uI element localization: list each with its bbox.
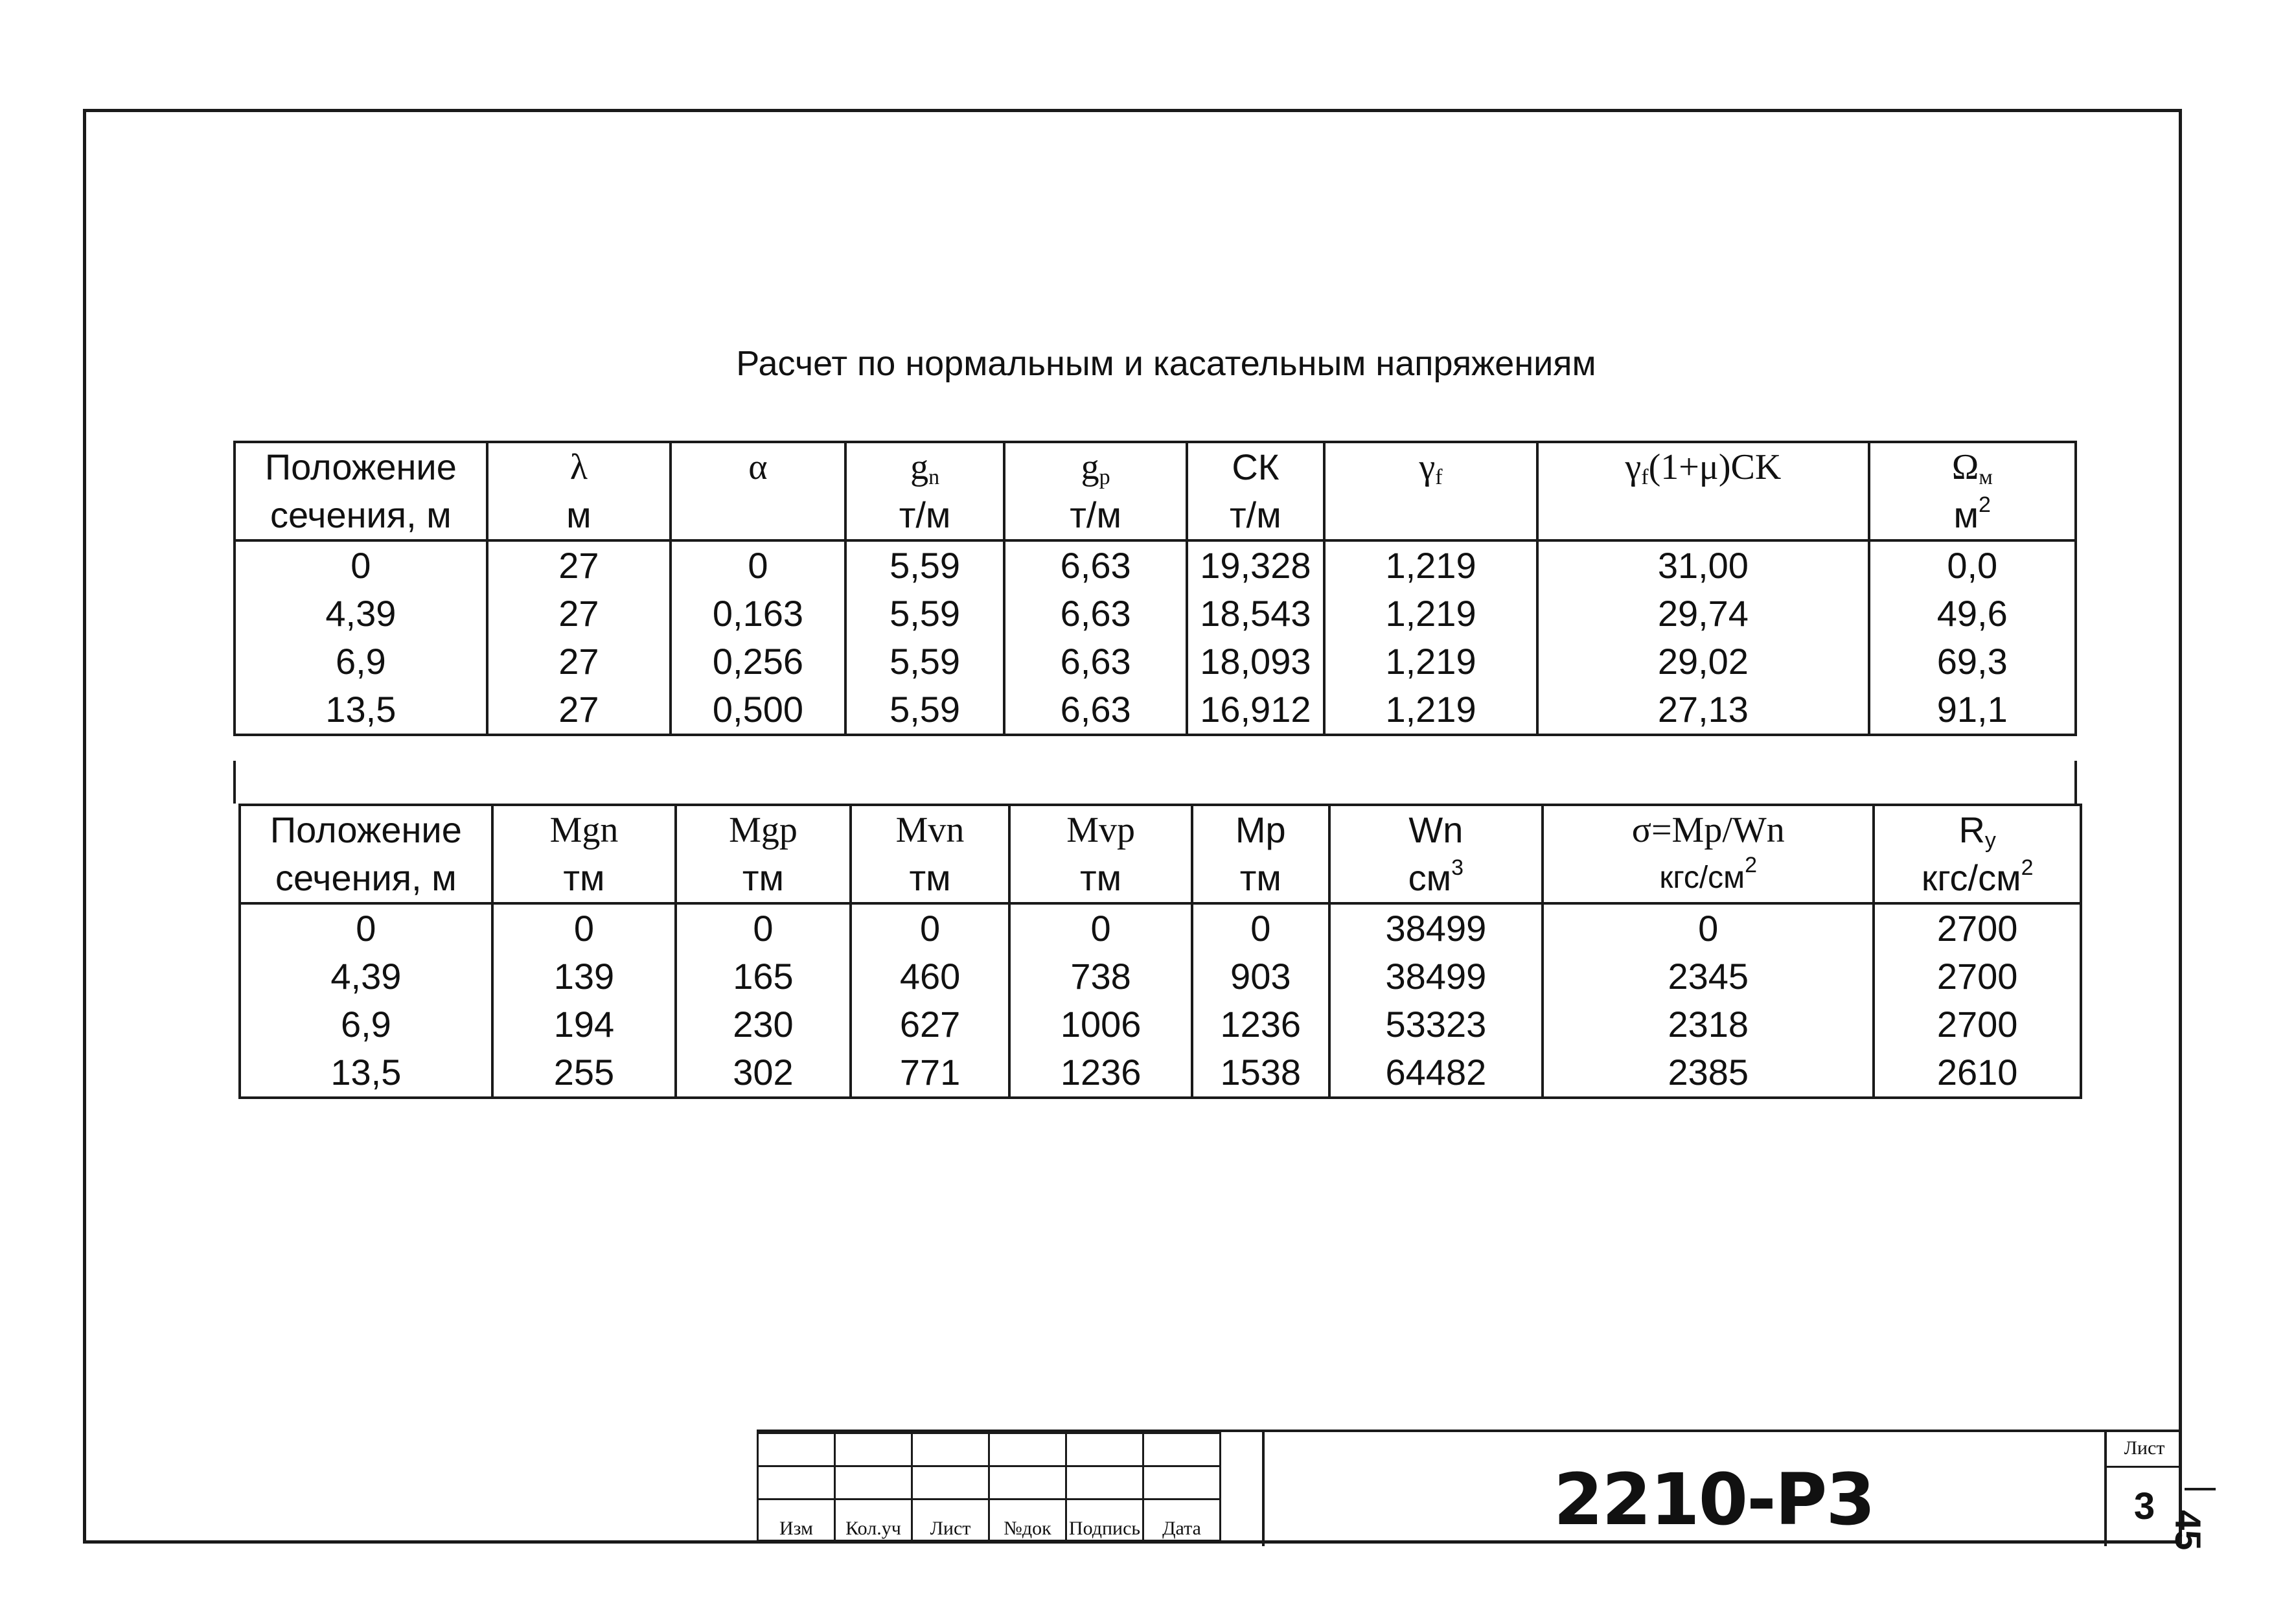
- table-separator: [233, 761, 2077, 804]
- stamp-cell: [912, 1466, 989, 1500]
- cell: 2700: [1874, 903, 2081, 953]
- stamp-divider: [1262, 1432, 1265, 1546]
- stamp-col-podpis: Подпись: [1066, 1500, 1143, 1541]
- cell: 5,59: [845, 638, 1005, 686]
- unit-omega: $м^2$: [1869, 491, 2076, 540]
- unit-mvp: тм: [1009, 854, 1192, 903]
- stamp-cell: [758, 1466, 835, 1500]
- document-code: 2210-Р3: [1554, 1458, 1874, 1541]
- unit-gamma-ck: [1537, 491, 1868, 540]
- cell: 2318: [1543, 1001, 1874, 1048]
- cell: 460: [851, 953, 1010, 1001]
- unit-mvn: тм: [851, 854, 1010, 903]
- cell: 6,63: [1004, 590, 1187, 638]
- cell: 6,63: [1004, 686, 1187, 735]
- stamp-cell: [912, 1433, 989, 1466]
- cell: 2700: [1874, 953, 2081, 1001]
- page-number-line: [2185, 1488, 2216, 1490]
- header-alpha: α: [671, 442, 845, 491]
- page-title: Расчет по нормальным и касательным напряжениям: [736, 344, 1596, 383]
- cell: 738: [1009, 953, 1192, 1001]
- cell: 6,63: [1004, 540, 1187, 590]
- cell: 38499: [1329, 903, 1543, 953]
- table-header-row: [235, 442, 2076, 491]
- table-units-row: [235, 491, 2076, 540]
- cell: 5,59: [845, 540, 1005, 590]
- cell: 29,74: [1537, 590, 1868, 638]
- cell: 2385: [1543, 1048, 1874, 1098]
- stamp-cell: [1066, 1466, 1143, 1500]
- cell: 27: [487, 686, 671, 735]
- cell: 4,39: [235, 590, 487, 638]
- cell: 903: [1192, 953, 1329, 1001]
- unit-gamma-f: [1324, 491, 1537, 540]
- cell: 64482: [1329, 1048, 1543, 1098]
- table-header-row: [240, 805, 2081, 854]
- cell: 194: [492, 1001, 676, 1048]
- header-gn: $g_n$: [845, 442, 1005, 491]
- cell: 5,59: [845, 590, 1005, 638]
- cell: 0,256: [671, 638, 845, 686]
- unit-mgp: тм: [676, 854, 851, 903]
- table-row: [240, 1001, 2081, 1048]
- cell: 6,63: [1004, 638, 1187, 686]
- cell: 1236: [1192, 1001, 1329, 1048]
- header-mvn: Mvn: [851, 805, 1010, 854]
- table-row: [240, 903, 2081, 953]
- cell: 5,59: [845, 686, 1005, 735]
- header-position: Положение: [235, 442, 487, 491]
- unit-lambda: м: [487, 491, 671, 540]
- header-gp: $g_p$: [1004, 442, 1187, 491]
- header-sigma: σ=Mp/Wn: [1543, 805, 1874, 854]
- unit-mgn: тм: [492, 854, 676, 903]
- cell: 27: [487, 638, 671, 686]
- unit-wn: $см^3$: [1329, 854, 1543, 903]
- stamp-cell: [758, 1433, 835, 1466]
- cell: 18,093: [1187, 638, 1324, 686]
- cell: 255: [492, 1048, 676, 1098]
- stress-table-2: [238, 804, 2082, 1099]
- stamp-cell: [835, 1433, 912, 1466]
- sheet-number: 3: [2133, 1485, 2155, 1527]
- page-number: 45: [2168, 1510, 2209, 1551]
- cell: 2345: [1543, 953, 1874, 1001]
- cell: 1,219: [1324, 590, 1537, 638]
- header-gamma-f: $\gamma_f$: [1324, 442, 1537, 491]
- cell: 27: [487, 590, 671, 638]
- sheet-label: Лист: [2107, 1432, 2182, 1468]
- stamp-cell: [1066, 1433, 1143, 1466]
- header-mgn: Mgn: [492, 805, 676, 854]
- unit-position: сечения, м: [240, 854, 492, 903]
- cell: 16,912: [1187, 686, 1324, 735]
- cell: 69,3: [1869, 638, 2076, 686]
- header-position: Положение: [240, 805, 492, 854]
- revision-grid: [757, 1432, 1221, 1542]
- cell: 13,5: [235, 686, 487, 735]
- cell: 0: [1543, 903, 1874, 953]
- cell: 0,0: [1869, 540, 2076, 590]
- cell: 0: [1192, 903, 1329, 953]
- cell: 1006: [1009, 1001, 1192, 1048]
- header-gamma-ck: $\gamma_f(1+\mu)CK$: [1537, 442, 1868, 491]
- table-row: [235, 638, 2076, 686]
- cell: 0: [235, 540, 487, 590]
- stamp-col-list: Лист: [912, 1500, 989, 1541]
- cell: 38499: [1329, 953, 1543, 1001]
- cell: 91,1: [1869, 686, 2076, 735]
- header-mvp: Mvp: [1009, 805, 1192, 854]
- cell: 2700: [1874, 1001, 2081, 1048]
- header-lambda: λ: [487, 442, 671, 491]
- table-row: [235, 686, 2076, 735]
- stamp-cell: [989, 1433, 1066, 1466]
- cell: 27: [487, 540, 671, 590]
- cell: 6,9: [235, 638, 487, 686]
- cell: 0: [676, 903, 851, 953]
- unit-position: сечения, м: [235, 491, 487, 540]
- stamp-cell: [1143, 1433, 1221, 1466]
- cell: 1236: [1009, 1048, 1192, 1098]
- header-mp: Mp: [1192, 805, 1329, 854]
- title-block: [757, 1430, 2182, 1544]
- stamp-cell: [1143, 1466, 1221, 1500]
- unit-gn: т/м: [845, 491, 1005, 540]
- unit-alpha: [671, 491, 845, 540]
- cell: 165: [676, 953, 851, 1001]
- unit-sigma: кгс/$см^2$: [1543, 854, 1874, 903]
- header-mgp: Mgp: [676, 805, 851, 854]
- cell: 139: [492, 953, 676, 1001]
- cell: 627: [851, 1001, 1010, 1048]
- cell: 19,328: [1187, 540, 1324, 590]
- cell: 771: [851, 1048, 1010, 1098]
- cell: 18,543: [1187, 590, 1324, 638]
- unit-gp: т/м: [1004, 491, 1187, 540]
- unit-ck: т/м: [1187, 491, 1324, 540]
- cell: 53323: [1329, 1001, 1543, 1048]
- cell: 1,219: [1324, 540, 1537, 590]
- cell: 1538: [1192, 1048, 1329, 1098]
- table-row: [235, 590, 2076, 638]
- stress-table-1: [233, 441, 2077, 736]
- cell: 6,9: [240, 1001, 492, 1048]
- cell: 0: [671, 540, 845, 590]
- header-ck: СК: [1187, 442, 1324, 491]
- stamp-col-ndok: №док: [989, 1500, 1066, 1541]
- cell: 2610: [1874, 1048, 2081, 1098]
- cell: 31,00: [1537, 540, 1868, 590]
- cell: 230: [676, 1001, 851, 1048]
- cell: 1,219: [1324, 686, 1537, 735]
- cell: 302: [676, 1048, 851, 1098]
- header-ry: $R_y$: [1874, 805, 2081, 854]
- header-wn: Wn: [1329, 805, 1543, 854]
- cell: 0,163: [671, 590, 845, 638]
- cell: 49,6: [1869, 590, 2076, 638]
- cell: 0: [240, 903, 492, 953]
- cell: 29,02: [1537, 638, 1868, 686]
- stamp-col-koluch: Кол.уч: [835, 1500, 912, 1541]
- header-omega: $\Omega_м$: [1869, 442, 2076, 491]
- cell: 0: [1009, 903, 1192, 953]
- unit-ry: кгс/$см^2$: [1874, 854, 2081, 903]
- stamp-cell: [835, 1466, 912, 1500]
- cell: 13,5: [240, 1048, 492, 1098]
- cell: 1,219: [1324, 638, 1537, 686]
- table-row: [240, 1048, 2081, 1098]
- cell: 0: [492, 903, 676, 953]
- cell: 4,39: [240, 953, 492, 1001]
- cell: 27,13: [1537, 686, 1868, 735]
- table-row: [235, 540, 2076, 590]
- stamp-cell: [989, 1466, 1066, 1500]
- stamp-col-izm: Изм: [758, 1500, 835, 1541]
- stamp-col-data: Дата: [1143, 1500, 1221, 1541]
- unit-mp: тм: [1192, 854, 1329, 903]
- table-row: [240, 953, 2081, 1001]
- cell: 0: [851, 903, 1010, 953]
- table-units-row: [240, 854, 2081, 903]
- cell: 0,500: [671, 686, 845, 735]
